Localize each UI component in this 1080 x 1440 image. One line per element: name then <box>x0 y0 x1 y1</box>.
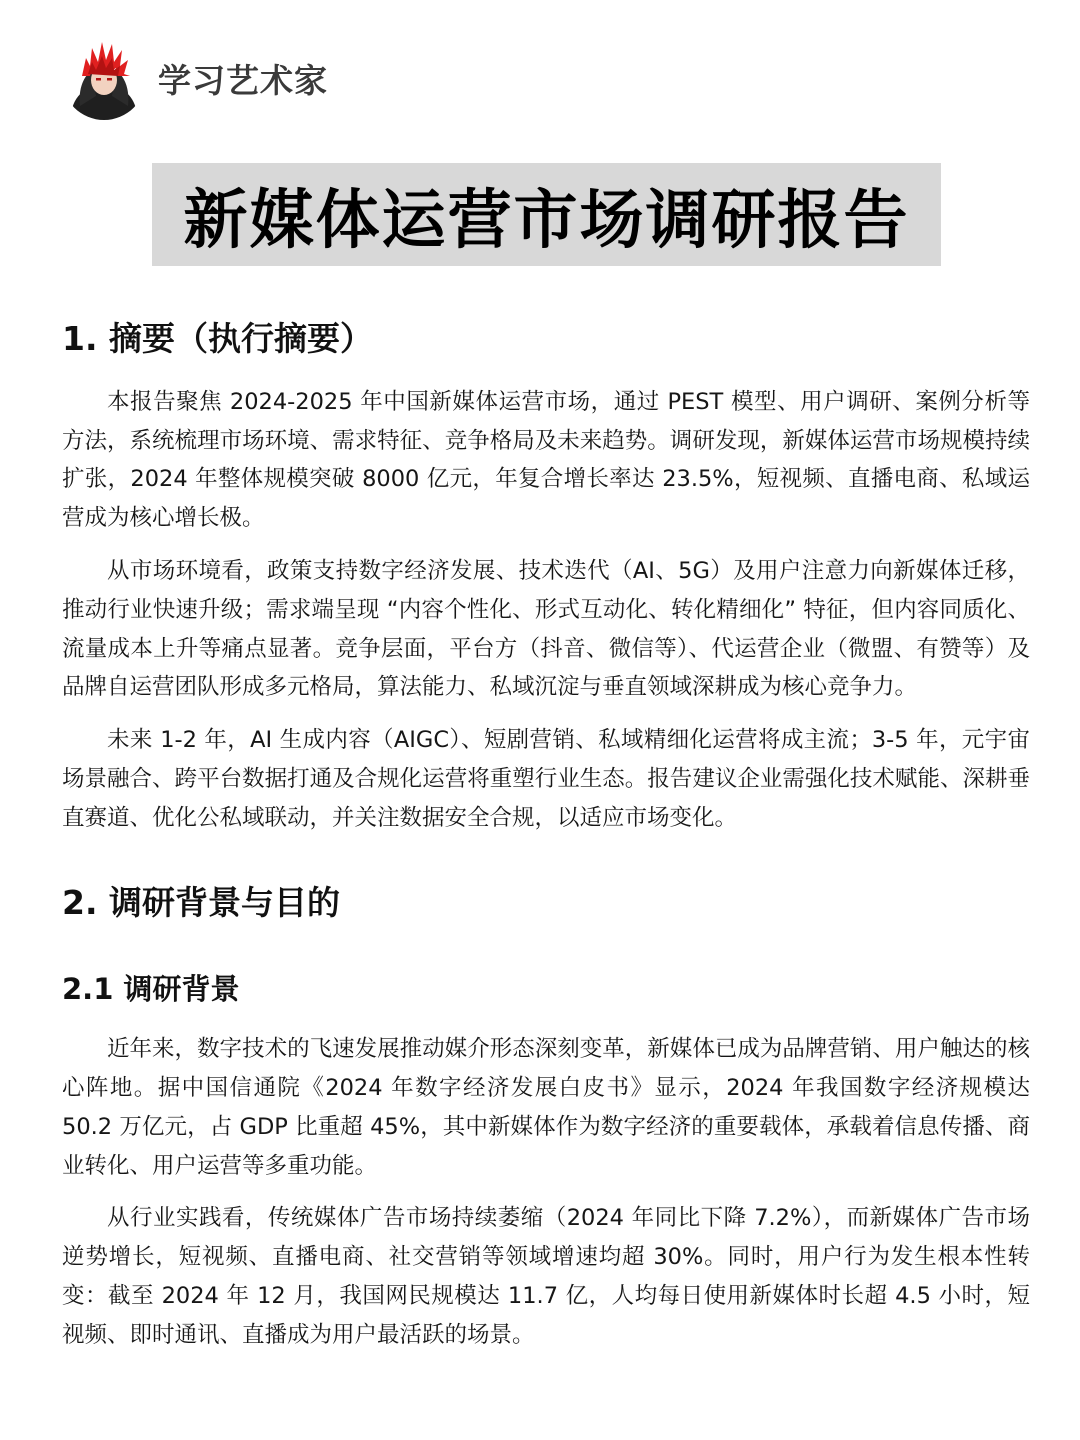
section-background <box>62 882 1030 1355</box>
page-title: 新媒体运营市场调研报告 <box>183 183 910 258</box>
subsection-heading: 2.1 调研背景 <box>62 971 240 1006</box>
section-heading: 1. 摘要（执行摘要） <box>62 319 373 358</box>
red-haired-hooded-character-avatar-icon <box>62 36 146 120</box>
report-content <box>62 318 1030 1369</box>
paragraph: 近年来，数字技术的飞速发展推动媒介形态深刻变革，新媒体已成为品牌营销、用户触达的核心阵地。据中国信通院《2024 年数字经济发展白皮书》显示，2024 年我国数字经济规模达 50.2 万亿元，占 GDP 比重超 45%，其中新媒体作为数字经济的重要载体，承载着信息传播、商业转化、用户运营等多重功能。 <box>62 1036 1030 1179</box>
brand-header <box>62 36 328 120</box>
paragraph: 未来 1-2 年，AI 生成内容（AIGC）、短剧营销、私域精细化运营将成主流；3-5 年，元宇宙场景融合、跨平台数据打通及合规化运营将重塑行业生态。报告建议企业需强化技术赋能、深耕垂直赛道、优化公私域联动，并关注数据安全合规，以适应市场变化。 <box>62 727 1030 831</box>
paragraph: 从市场环境看，政策支持数字经济发展、技术迭代（AI、5G）及用户注意力向新媒体迁移，推动行业快速升级；需求端呈现 “内容个性化、形式互动化、转化精细化” 特征，但内容同质化、流量成本上升等痛点显著。竞争层面，平台方（抖音、微信等）、代运营企业（微盟、有赞等）及品牌自运营团队形成多元格局，算法能力、私域沉淀与垂直领域深耕成为核心竞争力。 <box>62 558 1030 701</box>
section-summary <box>62 318 1030 838</box>
paragraph: 本报告聚焦 2024-2025 年中国新媒体运营市场，通过 PEST 模型、用户调研、案例分析等方法，系统梳理市场环境、需求特征、竞争格局及未来趋势。调研发现，新媒体运营市场规模持续扩张，2024 年整体规模突破 8000 亿元，年复合增长率达 23.5%，短视频、直播电商、私域运营成为核心增长极。 <box>62 388 1030 532</box>
title-banner <box>152 163 941 266</box>
paragraph: 从行业实践看，传统媒体广告市场持续萎缩（2024 年同比下降 7.2%），而新媒体广告市场逆势增长，短视频、直播电商、社交营销等领域增速均超 30%。同时，用户行为发生根本性转变：截至 2024 年 12 月，我国网民规模达 11.7 亿，人均每日使用新媒体时长超 4.5 小时，短视频、即时通讯、直播成为用户最活跃的场景。 <box>62 1205 1030 1348</box>
brand-name: 学习艺术家 <box>158 60 328 100</box>
section-heading: 2. 调研背景与目的 <box>62 882 340 922</box>
